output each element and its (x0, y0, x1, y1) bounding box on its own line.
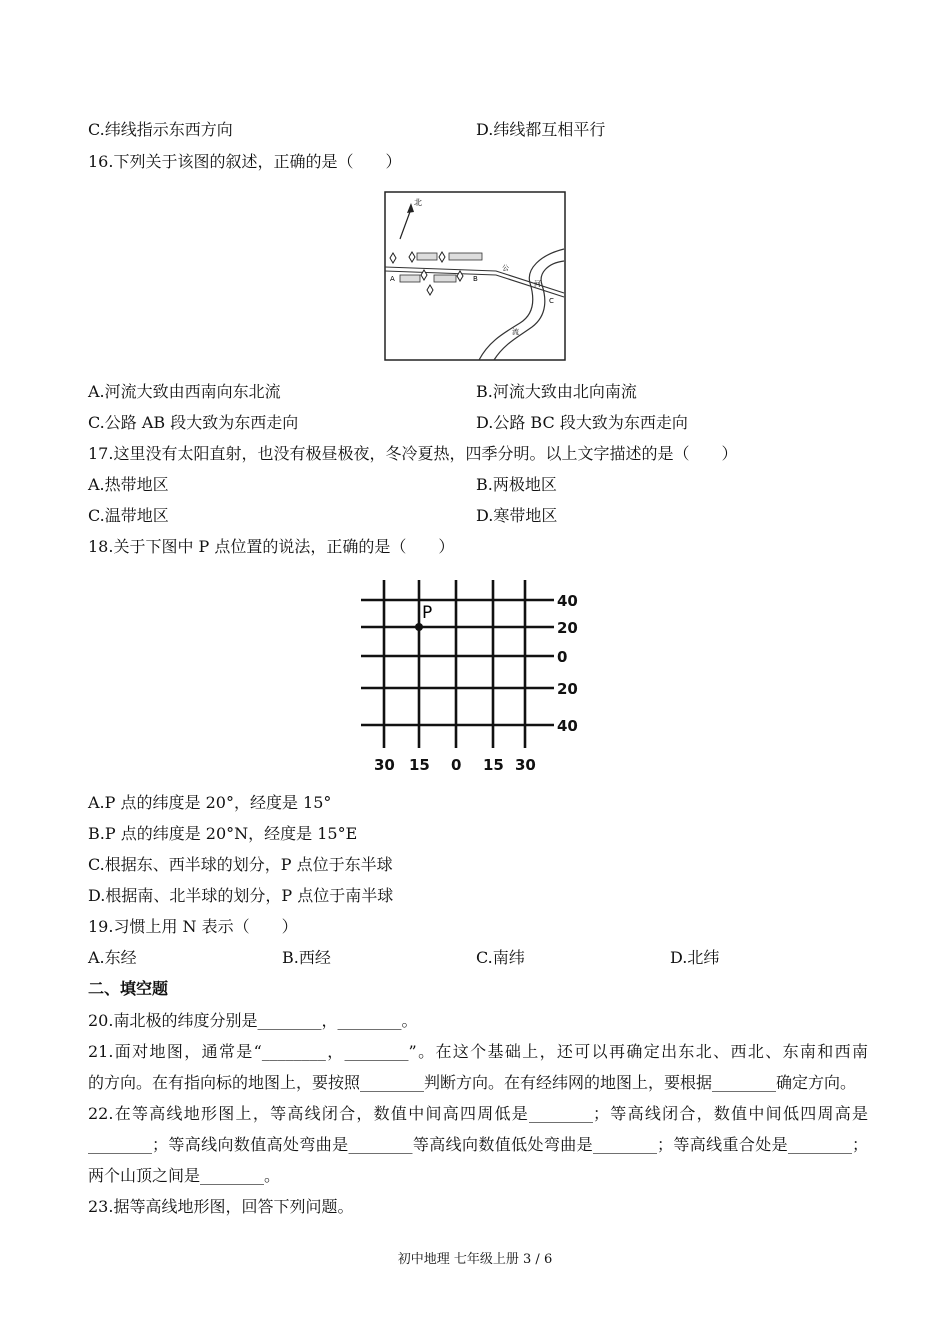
q16-option-d: D.公路 BC 段大致为东西走向 (476, 413, 688, 432)
q15-option-d: D.纬线都互相平行 (476, 120, 606, 139)
q16-option-b: B.河流大致由北向南流 (476, 382, 637, 401)
q20-text: 20.南北极的纬度分别是________，________。 (88, 1011, 418, 1030)
q16-stem: 16.下列关于该图的叙述，正确的是（ ） (88, 152, 402, 171)
q22-line-3: 两个山顶之间是________。 (88, 1166, 281, 1185)
q17-option-c: C.温带地区 (88, 506, 169, 525)
q16-option-c: C.公路 AB 段大致为东西走向 (88, 413, 299, 432)
page-footer: 初中地理 七年级上册 3 / 6 (397, 1252, 553, 1267)
lon-label: 15 (483, 756, 504, 774)
q19-option-c: C.南纬 (476, 948, 525, 967)
q19-option-b: B.西经 (282, 948, 331, 967)
lon-label: 30 (515, 756, 536, 774)
q19-stem: 19.习惯上用 N 表示（ ） (88, 917, 298, 936)
q18-option-c: C.根据东、西半球的划分，P 点位于东半球 (88, 855, 393, 874)
q17-option-d: D.寒带地区 (476, 506, 558, 525)
map-point-a: A (390, 275, 395, 283)
q18-option-a: A.P 点的纬度是 20°，经度是 15° (88, 793, 332, 812)
lon-label: 30 (374, 756, 395, 774)
q17-stem: 17.这里没有太阳直射，也没有极昼极夜，冬冷夏热，四季分明。以上文字描述的是（ ） (88, 444, 738, 463)
q22-line-1: 22.在等高线地形图上，等高线闭合，数值中间高四周低是________；等高线闭合，数值中间低四周高是 (88, 1104, 868, 1123)
q18-option-b: B.P 点的纬度是 20°N，经度是 15°E (88, 824, 358, 843)
map-point-b: B (473, 275, 478, 283)
map-point-c: C (549, 297, 554, 305)
q17-option-a: A.热带地区 (88, 475, 169, 494)
q18-grid (358, 578, 580, 776)
lat-label: 40 (557, 717, 578, 735)
lon-label: 0 (451, 756, 462, 774)
q19-option-a: A.东经 (88, 948, 137, 967)
q21-line-2: 的方向。在有指向标的地图上，要按照________判断方向。在有经纬网的地图上，要根据________确定方向。 (88, 1073, 857, 1092)
q17-option-b: B.两极地区 (476, 475, 557, 494)
map-north-label: 北 (414, 198, 422, 207)
lon-label: 15 (409, 756, 430, 774)
p-point-label: P (422, 603, 433, 623)
lat-label: 40 (557, 592, 578, 610)
q23-stem: 23.据等高线地形图，回答下列问题。 (88, 1197, 354, 1216)
lat-label: 20 (557, 619, 578, 637)
section-heading: 二、填空题 (88, 979, 169, 998)
p-point-marker (415, 623, 423, 631)
q22-line-2: ________；等高线向数值高处弯曲是________等高线向数值低处弯曲是________；等高线重合处是________； (88, 1135, 868, 1154)
q18-stem: 18.关于下图中 P 点位置的说法，正确的是（ ） (88, 537, 455, 556)
map-river-label-1: 河 (534, 280, 541, 288)
q18-option-d: D.根据南、北半球的划分，P 点位于南半球 (88, 886, 394, 905)
q21-line-1: 21.面对地图，通常是“________，________”。在这个基础上，还可以再确定出东北、西北、东南和西南 (88, 1042, 868, 1061)
lat-label: 20 (557, 680, 578, 698)
q19-option-d: D.北纬 (670, 948, 720, 967)
q16-map (384, 191, 566, 361)
q15-option-c: C.纬线指示东西方向 (88, 120, 233, 139)
q16-option-a: A.河流大致由西南向东北流 (88, 382, 281, 401)
map-river-label-2: 流 (512, 328, 519, 336)
map-road-label: 公 (502, 264, 509, 272)
lat-label: 0 (557, 648, 568, 666)
